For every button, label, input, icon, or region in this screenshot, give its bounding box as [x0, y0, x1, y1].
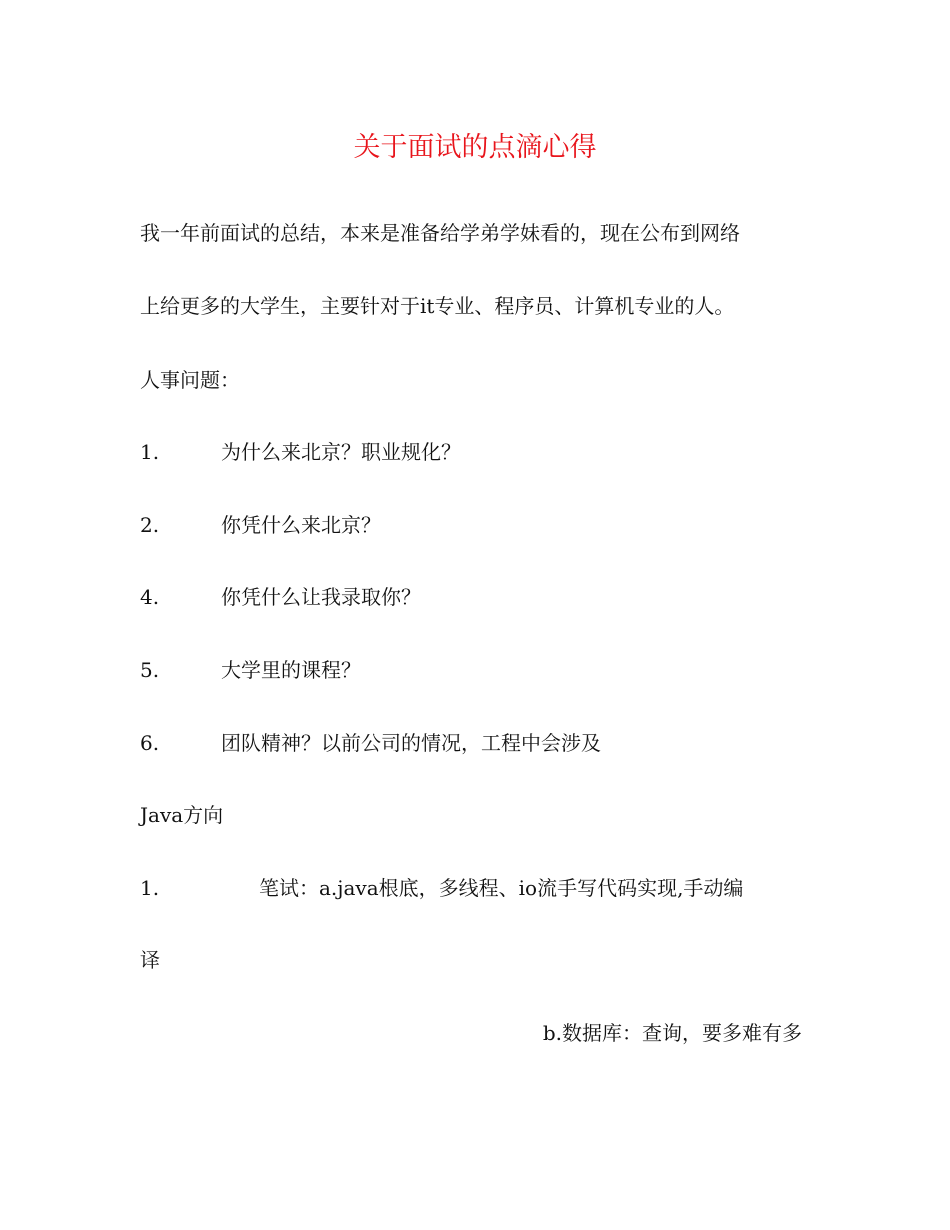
java-item: [140, 874, 743, 902]
item-text: 大学里的课程？: [221, 658, 361, 682]
item-number: 1.: [140, 876, 160, 900]
java-heading: Java方向: [140, 803, 224, 827]
item-text: 为什么来北京？职业规化？: [221, 440, 461, 464]
hr-question-item: [140, 729, 601, 757]
hr-question-item: [140, 656, 361, 684]
item-number: 2.: [140, 513, 160, 537]
item-number: 5.: [140, 658, 160, 682]
java-item-continuation: 译: [140, 948, 160, 972]
intro-line-1: 我一年前面试的总结，本来是准备给学弟学妹看的，现在公布到网络: [140, 221, 740, 245]
document-title: 关于面试的点滴心得: [353, 132, 597, 163]
intro-line-2: 上给更多的大学生，主要针对于it专业、程序员、计算机专业的人。: [140, 294, 735, 318]
item-text: 你凭什么让我录取你？: [221, 585, 421, 609]
hr-question-item: [140, 511, 381, 539]
hr-heading: 人事问题：: [140, 368, 240, 392]
java-sub-item-b: b.数据库：查询，要多难有多: [542, 1021, 802, 1045]
item-number: 4.: [140, 585, 160, 609]
item-text: 团队精神？以前公司的情况，工程中会涉及: [221, 731, 601, 755]
hr-question-item: [140, 583, 421, 611]
item-text: 你凭什么来北京？: [221, 513, 381, 537]
hr-question-item: [140, 438, 461, 466]
item-number: 6.: [140, 731, 160, 755]
item-number: 1.: [140, 440, 160, 464]
item-text: 笔试：a.java根底，多线程、io流手写代码实现,手动编: [259, 876, 744, 900]
